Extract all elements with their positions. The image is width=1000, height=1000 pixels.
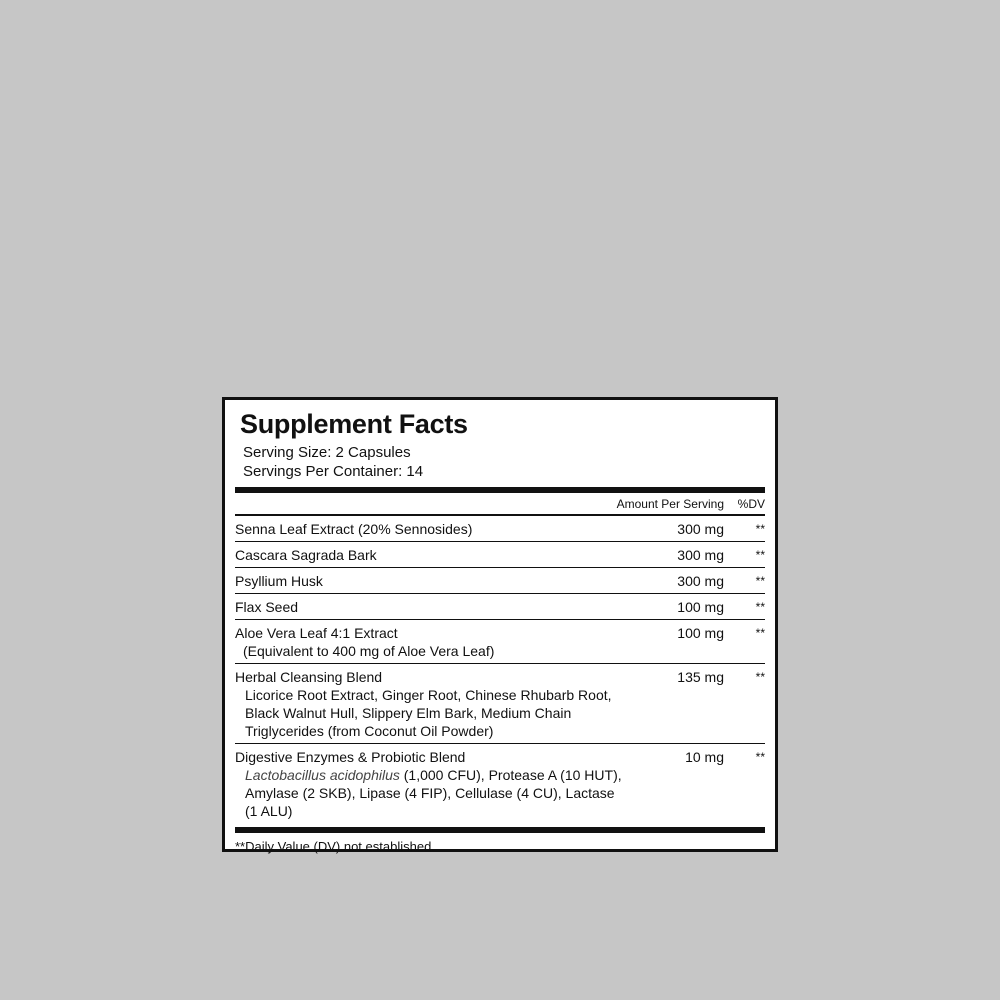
ingredient-amount: 135 mg	[677, 669, 724, 685]
serving-size: Serving Size: 2 Capsules	[243, 444, 411, 461]
ingredient-row	[235, 744, 765, 823]
ingredient-amount: 300 mg	[677, 547, 724, 563]
ingredient-amount: 100 mg	[677, 599, 724, 615]
ingredient-name: Aloe Vera Leaf 4:1 Extract	[235, 625, 398, 641]
ingredient-dv: **	[755, 574, 765, 588]
ingredient-list	[235, 516, 765, 823]
ingredient-row	[235, 664, 765, 744]
ingredient-row	[235, 568, 765, 594]
ingredient-dv: **	[755, 626, 765, 640]
ingredient-amount: 10 mg	[685, 749, 724, 765]
ingredient-name: Flax Seed	[235, 599, 299, 615]
label-title: Supplement Facts	[240, 409, 468, 439]
ingredient-name: Psyllium Husk	[235, 573, 323, 589]
ingredient-row	[235, 620, 765, 664]
ingredient-row	[235, 594, 765, 620]
ingredient-detail: Licorice Root Extract, Ginger Root, Chinese Rhubarb Root, Black Walnut Hull, Slippery Elm Bark, Medium Chain Triglycerides (from Coconut Oil Powder)	[245, 687, 612, 739]
ingredient-detail: (Equivalent to 400 mg of Aloe Vera Leaf)	[243, 643, 495, 659]
ingredient-dv: **	[755, 522, 765, 536]
ingredient-note: (20% Sennosides)	[354, 521, 473, 537]
column-header	[235, 493, 765, 514]
footnote: **Daily Value (DV) not established.	[235, 839, 435, 854]
ingredient-amount: 100 mg	[677, 625, 724, 641]
ingredient-name: Herbal Cleansing Blend	[235, 669, 383, 685]
bottom-thick-rule	[235, 827, 765, 833]
ingredient-dv: **	[755, 548, 765, 562]
ingredient-dv: **	[755, 750, 765, 764]
ingredient-detail: (1,000 CFU), Protease A (10 HUT), Amylase (2 SKB), Lipase (4 FIP), Cellulase (4 CU), Lactase (1 ALU)	[245, 767, 622, 819]
ingredient-amount: 300 mg	[677, 521, 724, 537]
ingredient-dv: **	[755, 600, 765, 614]
dv-header: %DV	[737, 497, 765, 511]
ingredient-detail-italic: Lactobacillus acidophilus	[245, 767, 400, 783]
ingredient-amount: 300 mg	[677, 573, 724, 589]
ingredient-row	[235, 516, 765, 542]
ingredient-name: Digestive Enzymes & Probiotic Blend	[235, 749, 466, 765]
ingredient-name: Cascara Sagrada Bark	[235, 547, 377, 563]
ingredient-row	[235, 542, 765, 568]
amount-header: Amount Per Serving	[616, 497, 724, 511]
ingredient-name: Senna Leaf Extract	[235, 521, 355, 537]
ingredient-dv: **	[755, 670, 765, 684]
servings-per-container: Servings Per Container: 14	[243, 463, 424, 480]
supplement-facts-panel	[222, 397, 778, 852]
